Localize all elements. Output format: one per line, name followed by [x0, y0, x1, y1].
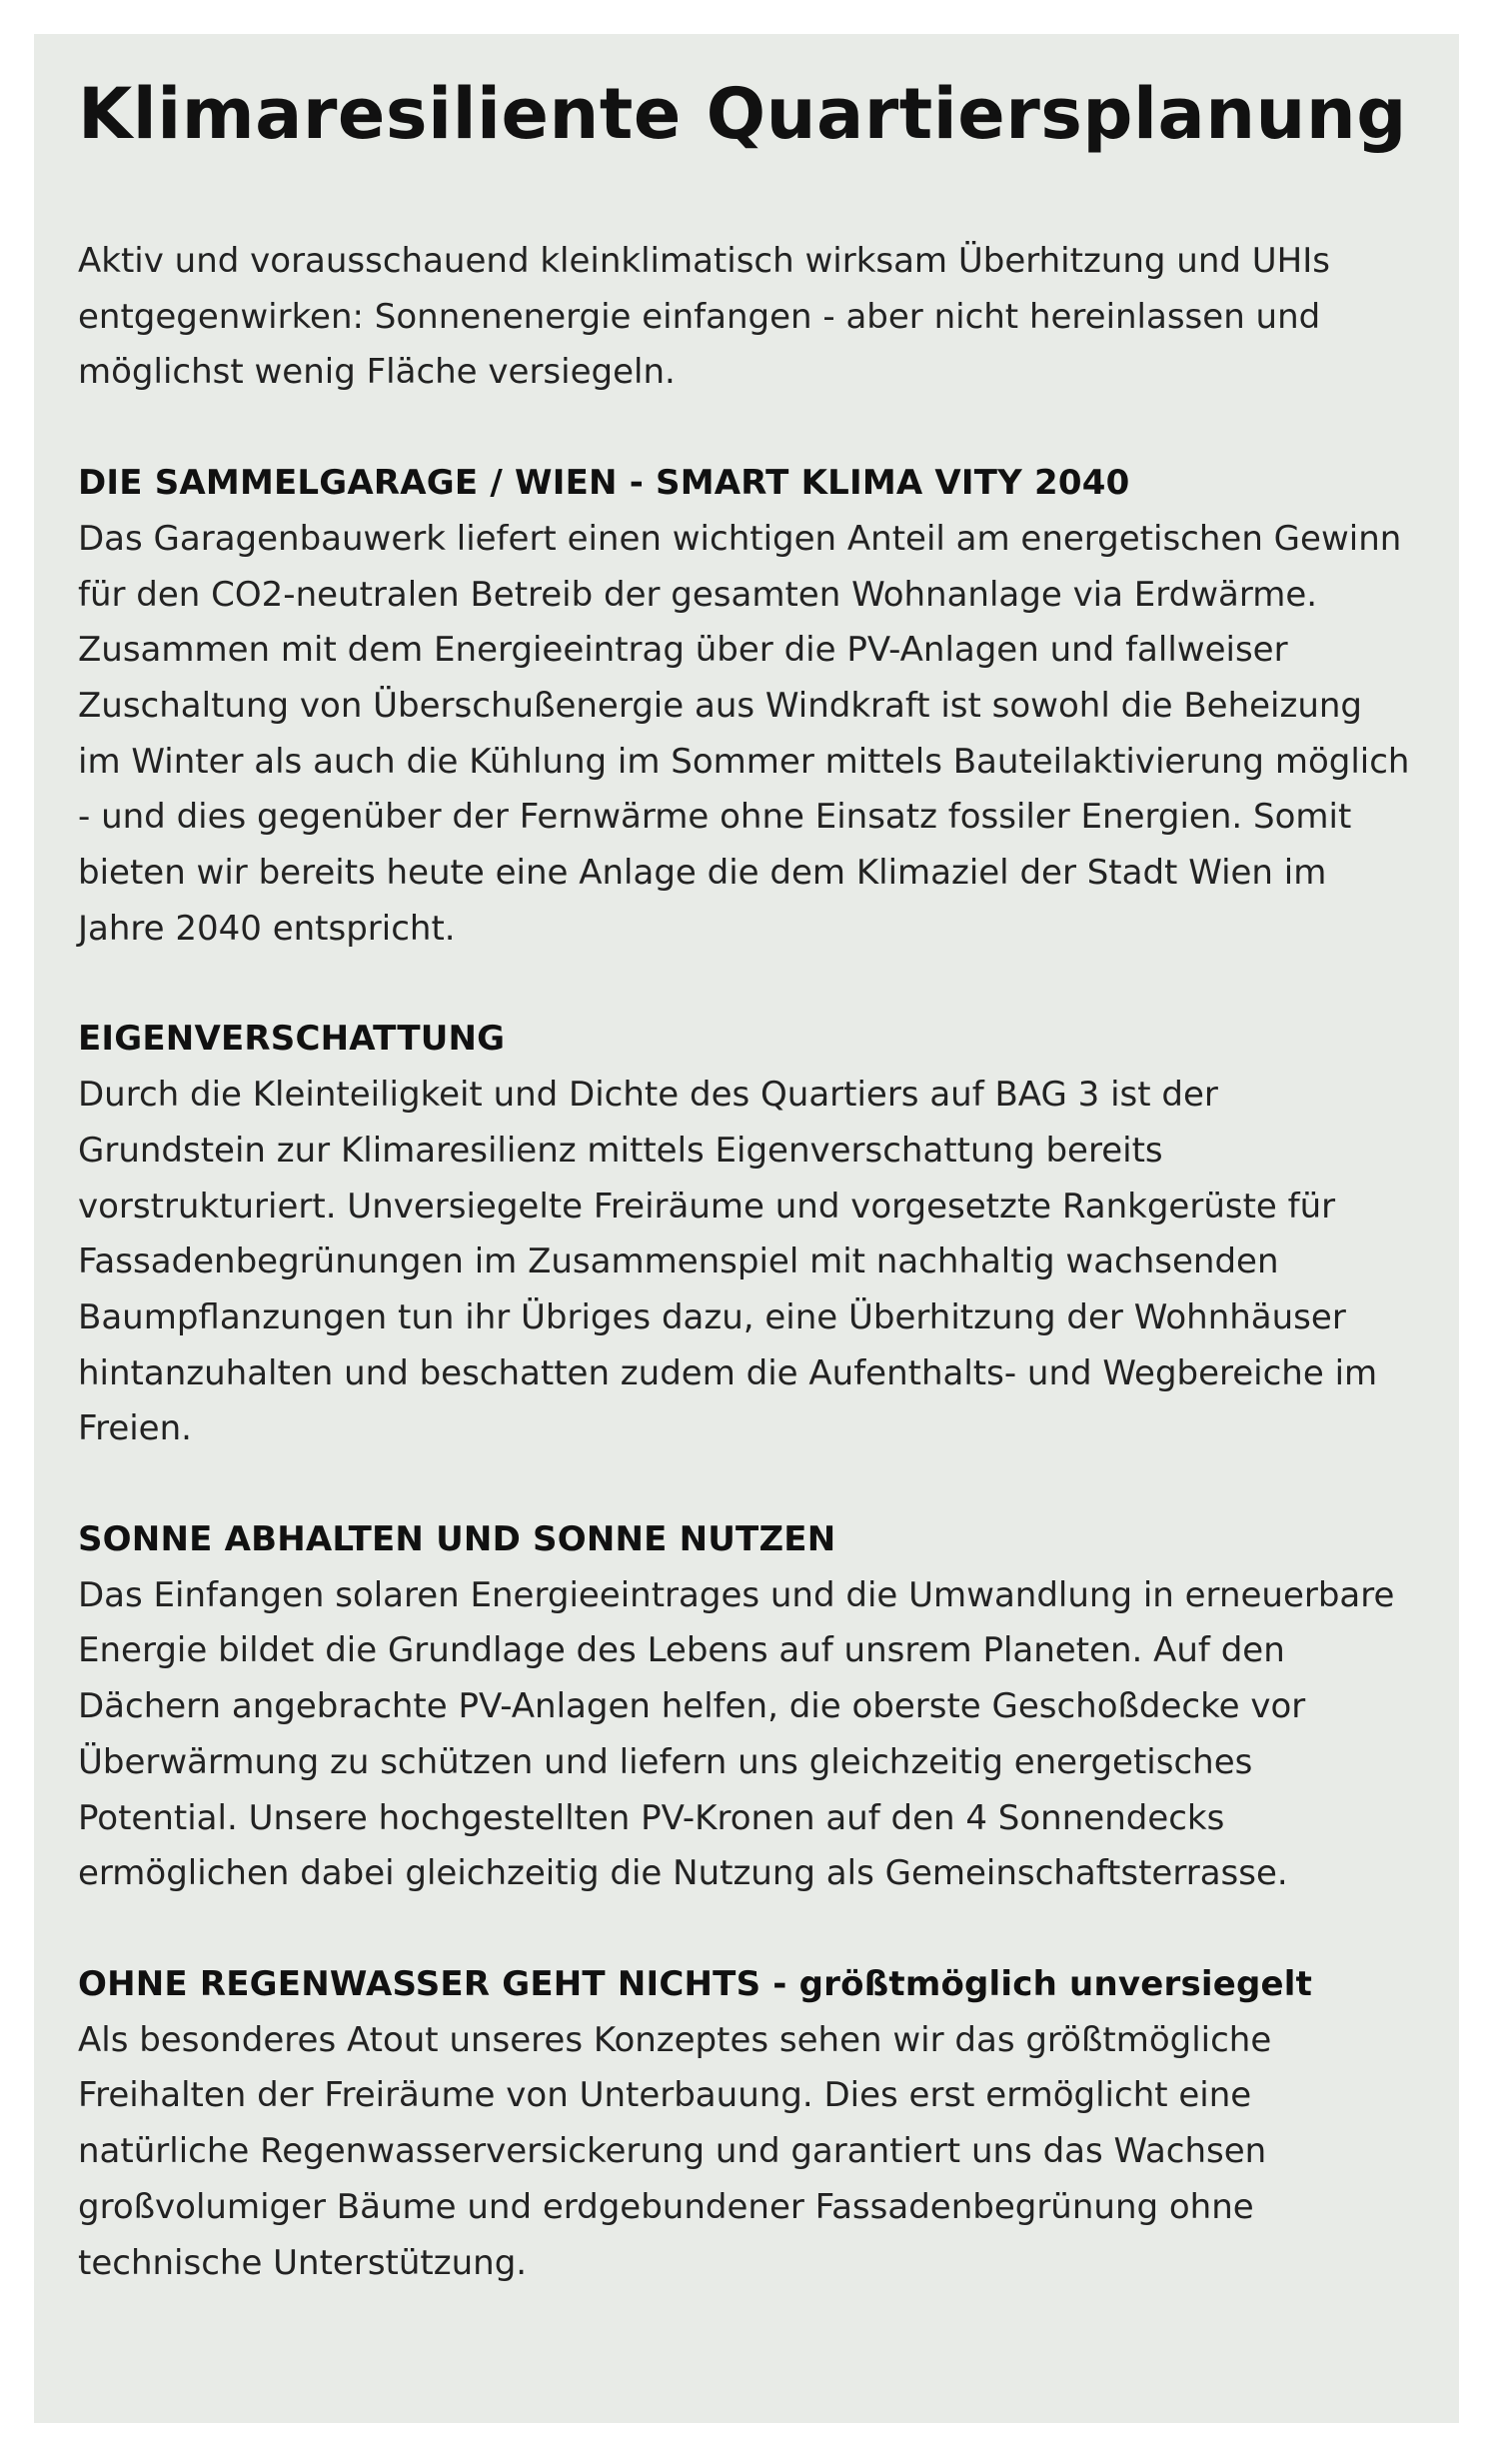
section-sonne — [78, 1512, 1413, 1902]
section-eigenverschattung — [78, 1012, 1413, 1457]
section-regenwasser — [78, 1957, 1413, 2291]
section-body: Das Garagenbauwerk liefert einen wichtigen Anteil am energetischen Gewinn für den CO2-neutralen Betreib der gesamten Wohnanlage via Erdwärme. Zusammen mit dem Energieeintrag über die PV-Anlagen und fallweiser Zuschaltung von Überschußenergie aus Windkraft ist sowohl die Beheizung im Winter als auch die Kühlung im Sommer mittels Bauteilaktivierung möglich - und dies gegenüber der Fernwärme ohne Einsatz fossiler Energien. Somit bieten wir bereits heute eine Anlage die dem Klimaziel der Stadt Wien im Jahre 2040 entspricht. — [78, 518, 1410, 949]
section-body: Das Einfangen solaren Energieeintrages und die Umwandlung in erneuerbare Energie bildet die Grundlage des Lebens auf unsrem Planeten. Auf den Dächern angebrachte PV-Anlagen helfen, die oberste Geschoßdecke vor Überwärmung zu schützen und liefern uns gleichzeitig energetisches Potential. Unsere hochgestellten PV-Kronen auf den 4 Sonnendecks ermöglichen dabei gleichzeitig die Nutzung als Gemeinschaftsterrasse. — [78, 1574, 1395, 1894]
section-heading: EIGENVERSCHATTUNG — [78, 1019, 506, 1060]
page-title: Klimaresiliente Quartiersplanung — [78, 73, 1407, 155]
section-body: Als besonderes Atout unseres Konzeptes sehen wir das größtmögliche Freihalten der Freiräume von Unterbauung. Dies erst ermöglicht eine natürliche Regenwasserversickerung und garantiert uns das Wachsen großvolumiger Bäume und erdgebundener Fassadenbegrünung ohne technische Unterstützung. — [78, 2019, 1272, 2283]
section-body: Durch die Kleinteiligkeit und Dichte des Quartiers auf BAG 3 ist der Grundstein zur Klimaresilienz mittels Eigenverschattung bereits vorstrukturiert. Unversiegelte Freiräume und vorgesetzte Rankgerüste für Fassadenbegrünungen im Zusammenspiel mit nachhaltig wachsenden Baumpflanzungen tun ihr Übriges dazu, eine Überhitzung der Wohnhäuser hintanzuhalten und beschatten zudem die Aufenthalts- und Wegbereiche im Freien. — [78, 1075, 1378, 1449]
intro-paragraph: Aktiv und vorausschauend kleinklimatisch wirksam Überhitzung und UHIs entgegenwirken: Sonnenenergie einfangen - aber nicht hereinlassen und möglichst wenig Fläche versiegeln. — [78, 241, 1330, 393]
section-heading: OHNE REGENWASSER GEHT NICHTS - größtmöglich unversiegelt — [78, 1963, 1313, 2004]
content-panel — [34, 34, 1459, 2423]
section-sammelgarage — [78, 456, 1413, 957]
section-heading: SONNE ABHALTEN UND SONNE NUTZEN — [78, 1519, 836, 1560]
section-heading: DIE SAMMELGARAGE / WIEN - SMART KLIMA VITY 2040 — [78, 463, 1130, 504]
